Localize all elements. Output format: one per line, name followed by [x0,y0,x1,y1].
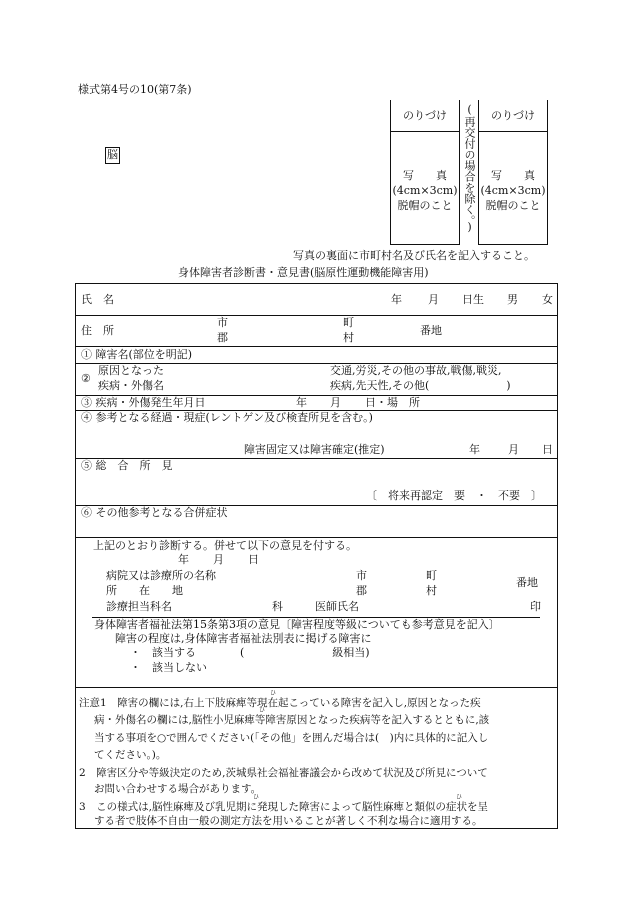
hospital-village: 村 [426,584,437,597]
findings-label: ⑤ 総 合 所 見 [81,459,173,472]
birth-year: 年 [391,293,402,306]
cause-label-1: 原因となった [98,364,164,377]
seal-mark: 印 [530,600,541,613]
form-title: 身体障害者診断書・意見書(脳原性運動機能障害用) [178,266,429,279]
cause-options-1: 交通,労災,その他の事故,戦傷,戦災, [330,364,502,377]
onset-year: 年 [296,396,307,409]
photo-back-note: 写真の裏面に市町村名及び氏名を記入すること。 [293,249,535,262]
department-label: 診療担当科名 [106,600,172,613]
hospital-city: 市 [356,569,367,582]
opinion-heading: 身体障害者福祉法第15条第3項の意見〔障害程度等級についても参考意見を記入〕 [94,618,500,631]
note3-line1: 3 この様式は,脳性麻痺及び乳児期に発現した障害によって脳性麻痺と類似の症状を呈 [79,801,489,813]
address-town: 町 [343,316,354,329]
hospital-town: 町 [426,569,437,582]
opinion-applicable: ・ 該当する ( 級相当) [130,646,370,659]
opinion-degree: 障害の程度は,身体障害者福祉法別表に掲げる障害に [115,632,372,645]
photo-left-note: 脱帽のこと [397,199,453,212]
brain-mark: 脳 [105,147,120,164]
birth-month: 月 [428,293,439,306]
hospital-county: 郡 [356,584,367,597]
cause-options-2: 疾病,先天性,その他( ) [330,379,511,392]
address-village: 村 [343,331,354,344]
photo-right-furigana: のりづけ [491,109,535,122]
address-county: 郡 [217,331,228,344]
photo-reissue-note: (再交付の場合を除く。) [463,103,476,234]
birth-day: 日生 [462,293,484,306]
note2-line2: お問い合わせする場合があります。 [94,783,262,795]
form-number: 様式第4号の10(第7条) [78,83,192,96]
photo-right-note: 脱帽のこと [485,199,541,212]
note1-ruby-2: ひ [259,707,266,714]
note3-ruby-2: ひ [456,794,463,801]
cause-number: ② [81,372,91,385]
hospital-lot: 番地 [516,576,538,589]
photo-left-size: (4cm×3cm) [392,184,458,197]
note1-line2: 病・外傷名の欄には,脳性小児麻痺等障害原因となった疾病等を記入するとともに,該 [94,714,490,726]
sex-male: 男 [507,293,518,306]
onset-month: 月 [330,396,341,409]
diagnosis-year: 年 [178,553,189,566]
note3-line2: する者で肢体不自由一般の測定方法を用いることが著しく不利な場合に適用する。 [94,815,483,827]
fixed-year: 年 [469,443,480,456]
sex-female: 女 [542,293,553,306]
diagnosis-statement: 上記のとおり診断する。併せて以下の意見を付する。 [93,539,357,552]
diagnosis-month: 月 [213,553,224,566]
note1-ruby-1: ひ [270,690,277,697]
photo-left-furigana: のりづけ [403,109,447,122]
photo-right-label: 写 真 [491,169,535,182]
onset-day-place: 日・場 所 [365,396,420,409]
cause-label-2: 疾病・外傷名 [98,379,164,392]
name-label: 氏 名 [81,293,114,306]
department-suffix: 科 [272,600,283,613]
fixed-label: 障害固定又は障害確定(推定) [244,443,385,456]
complications-label: ⑥ その他参考となる合併症状 [81,506,228,519]
address-city: 市 [217,316,228,329]
history-label: ④ 参考となる経過・現症(レントゲン及び検査所見を含む。) [81,411,373,424]
onset-label: ③ 疾病・外傷発生年月日 [81,396,206,409]
note1-line1: 注意1 障害の欄には,右上下肢麻痺等現在起こっている障害を記入し,原因となった疾 [79,697,481,709]
note2-line1: 2 障害区分や等級決定のため,茨城県社会福祉審議会から改めて状況及び所見について [79,767,488,779]
address-lot: 番地 [420,324,442,337]
diagnosis-day: 日 [248,553,259,566]
location-label: 所 在 地 [106,584,183,597]
note1-line3: 当する事項を○で囲んでください(「その他」を囲んだ場合は( )内に具体的に記入し [94,732,489,744]
address-label: 住 所 [81,324,114,337]
note3-ruby-1: ひ [253,794,260,801]
fixed-month: 月 [508,443,519,456]
fixed-day: 日 [542,443,553,456]
doctor-name-label: 医師氏名 [315,600,359,613]
photo-right-size: (4cm×3cm) [480,184,546,197]
recheck-label: 〔 将来再認定 要 ・ 不要 〕 [366,489,542,502]
disability-name-label: ① 障害名(部位を明記) [81,348,193,361]
hospital-label: 病院又は診療所の名称 [106,569,216,582]
opinion-not-applicable: ・ 該当しない [130,661,207,674]
note1-line4: てください。)。 [94,749,167,761]
photo-left-label: 写 真 [403,169,447,182]
